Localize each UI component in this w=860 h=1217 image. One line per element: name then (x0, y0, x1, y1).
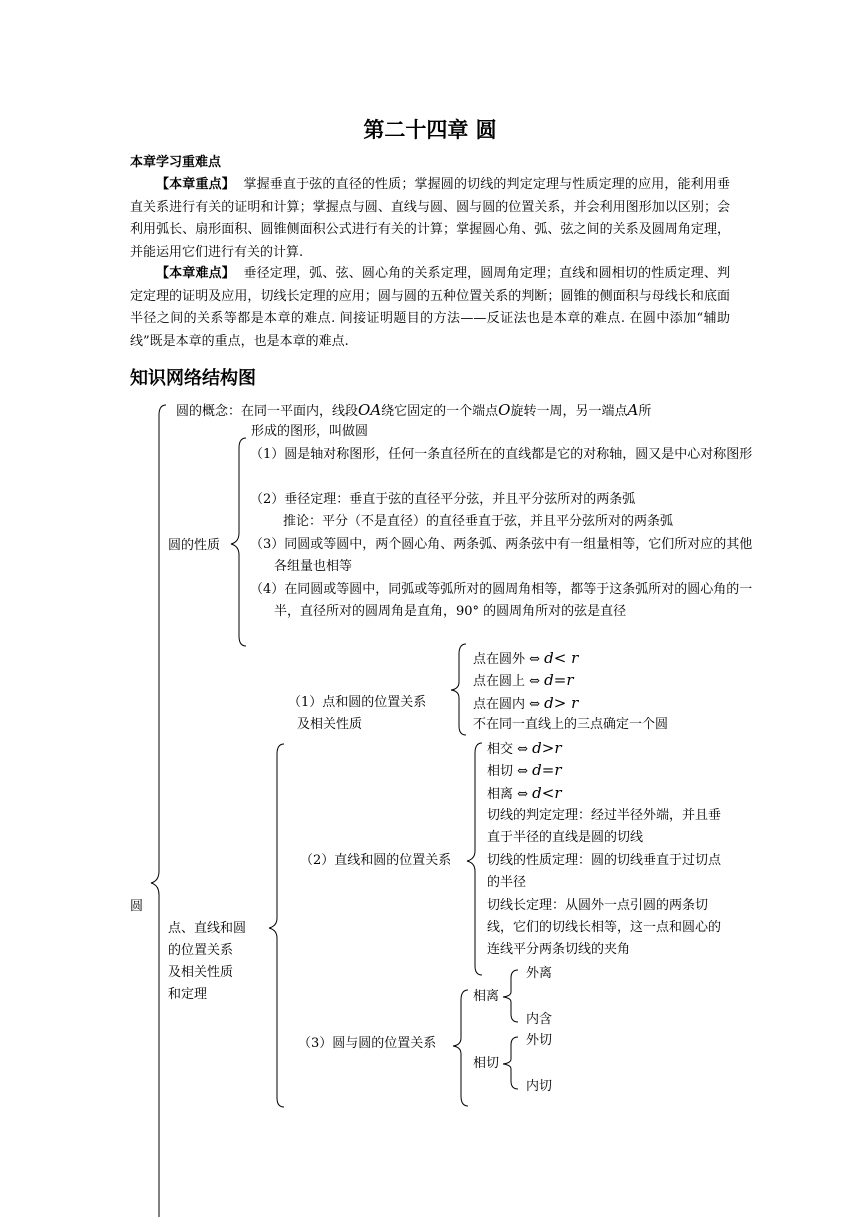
hard-points-paragraph (130, 263, 730, 353)
point-circle-brace (448, 642, 468, 738)
tangent-property-theorem: 切线的性质定理：圆的切线垂直于过切点的半径 (487, 853, 722, 890)
positions-label-line3: 及相关性质 (168, 965, 234, 980)
property-item-1: （1）圆是轴对称图形，任何一条直径所在的直线都是它的对称轴，圆又是中心对称图形 (250, 447, 753, 462)
circle-circle-brace (450, 988, 470, 1110)
properties-label: 圆的性质 (168, 538, 221, 553)
circle-concept-line2: 形成的图形，叫做圆 (251, 424, 369, 439)
line-intersect: 相交 ⇔ d>r (487, 739, 562, 757)
property-item-4: （4）在同圆或等圆中，同弧或等弧所对的圆周角相等，都等于这条弧所对的圆心角的一半，直径所对的圆周角是直角，90° 的圆周角所对的弦是直径 (250, 582, 753, 619)
point-on: 点在圆上 ⇔ d=r (473, 671, 574, 689)
properties-brace (228, 438, 248, 648)
three-points-theorem: 不在同一直线上的三点确定一个圆 (473, 717, 669, 732)
property-item-2: （2）垂径定理：垂直于弦的直径平分弦，并且平分弦所对的两条弧 (250, 492, 636, 507)
chapter-title: 第二十四章 圆 (363, 118, 497, 142)
key-points-text: 掌握垂直于弦的直径的性质；掌握圆的切线的判定定理与性质定理的应用，能利用垂直关系进行有关的证明和计算；掌握点与圆、直线与圆、圆与圆的位置关系，并会利用图形加以区别；会利用弧长、扇形面积、圆锥侧面积公式进行有关的计算；掌握圆心角、弧、弦之间的关系及圆周角定理，并能运用它们进行有关的计算. (130, 177, 730, 260)
difficulty-heading: 本章学习重难点 (130, 155, 222, 170)
circle-circle-label: （3）圆与圆的位置关系 (298, 1036, 437, 1051)
circle-concept: 圆的概念：在同一平面内，线段OA绕它固定的一个端点O旋转一周，另一端点A所 (176, 401, 652, 419)
tangent-label: 相切 (473, 1056, 500, 1071)
property-item-3: （3）同圆或等圆中，两个圆心角、两条弧、两条弦中有一组量相等，它们所对应的其他各组量也相等 (250, 537, 753, 574)
hard-points-label: 【本章难点】 (156, 266, 235, 281)
internal-tangent: 内切 (526, 1079, 553, 1094)
internal-contain: 内含 (526, 1012, 553, 1027)
positions-label-line1: 点、直线和圆 (168, 921, 247, 936)
tangent-length-theorem: 切线长定理：从圆外一点引圆的两条切线，它们的切线长相等，这一点和圆心的连线平分两条切线的夹角 (487, 898, 722, 957)
network-heading: 知识网络结构图 (130, 368, 256, 389)
point-circle-label-line1: （1）点和圆的位置关系 (288, 695, 427, 710)
property-item-2-corollary: 推论：平分（不是直径）的直径垂直于弦，并且平分弦所对的两条弧 (283, 514, 674, 529)
key-points-paragraph (130, 174, 730, 264)
hard-points-text: 垂径定理，弧、弦、圆心角的关系定理，圆周角定理；直线和圆相切的性质定理、判定定理的证明及应用，切线长定理的应用；圆与圆的五种位置关系的判断；圆锥的侧面积与母线长和底面半径之间的关系等都是本章的难点. 间接证明题目的方法——反证法也是本章的难点. 在圆中添加“辅助线”既是本章的重点，也是本章的难点. (130, 266, 730, 349)
point-outside: 点在圆外 ⇔ d< r (473, 649, 579, 667)
root-label: 圆 (130, 899, 144, 914)
line-tangent: 相切 ⇔ d=r (487, 761, 562, 779)
external-separate: 外离 (526, 966, 553, 981)
line-circle-label: （2）直线和圆的位置关系 (300, 853, 452, 868)
root-brace (148, 405, 168, 1217)
positions-brace (266, 744, 286, 1110)
positions-label-line2: 的位置关系 (168, 943, 234, 958)
positions-label-line4: 和定理 (168, 987, 208, 1002)
tangent-criterion-theorem: 切线的判定定理：经过半径外端，并且垂直于半径的直线是圆的切线 (487, 808, 722, 845)
external-tangent: 外切 (526, 1033, 553, 1048)
key-points-label: 【本章重点】 (156, 177, 235, 192)
point-circle-label-line2: 及相关性质 (297, 717, 363, 732)
line-separate: 相离 ⇔ d<r (487, 784, 562, 802)
point-inside: 点在圆内 ⇔ d> r (473, 694, 579, 712)
separate-label: 相离 (473, 989, 500, 1004)
tangent-brace (500, 1035, 520, 1091)
separate-brace (500, 968, 520, 1024)
line-circle-brace (464, 741, 484, 979)
